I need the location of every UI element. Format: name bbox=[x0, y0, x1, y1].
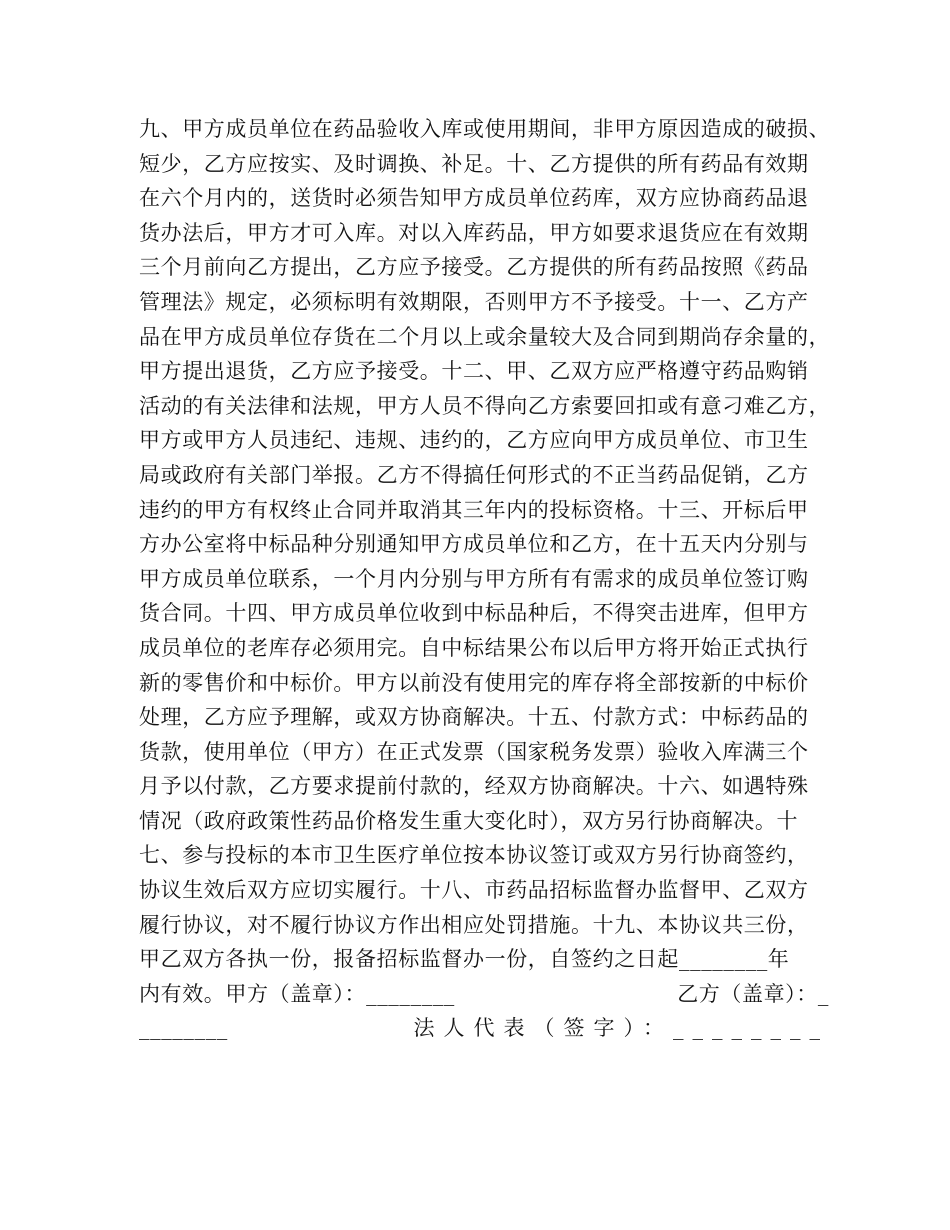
body-line-3: 在六个月内的，送货时必须告知甲方成员单位药库，双方应协商药品退 bbox=[139, 186, 809, 211]
body-line-21: 情况（政府政策性药品价格发生重大变化时），双方另行协商解决。十 bbox=[139, 808, 799, 833]
body-line-18: 处理，乙方应予理解，或双方协商解决。十五、付款方式：中标药品的 bbox=[139, 705, 809, 730]
body-line-17: 新的零售价和中标价。甲方以前没有使用完的库存将全部按新的中标价 bbox=[139, 670, 809, 695]
party-b-seal-blank: ________ bbox=[139, 1016, 228, 1041]
body-line-24: 履行协议，对不履行协议方作出相应处罚措施。十九、本协议共三份， bbox=[139, 912, 809, 937]
signature-row-legal-rep bbox=[139, 1011, 829, 1046]
body-line-12: 违约的甲方有权终止合同并取消其三年内的投标资格。十三、开标后甲 bbox=[139, 497, 809, 522]
contract-body bbox=[139, 112, 829, 1046]
body-line-4: 货办法后，甲方才可入库。对以入库药品，甲方如要求退货应在有效期 bbox=[139, 220, 809, 245]
body-line-9: 活动的有关法律和法规，甲方人员不得向乙方索要回扣或有意刁难乙方， bbox=[139, 393, 831, 418]
body-line-10: 甲方或甲方人员违纪、违规、违约的，乙方应向甲方成员单位、市卫生 bbox=[139, 428, 809, 453]
body-line-14: 甲方成员单位联系，一个月内分别与甲方所有有需求的成员单位签订购 bbox=[139, 566, 809, 591]
body-line-11: 局或政府有关部门举报。乙方不得搞任何形式的不正当药品促销，乙方 bbox=[139, 462, 809, 487]
body-line-15: 货合同。十四、甲方成员单位收到中标品种后，不得突击进库，但甲方 bbox=[139, 601, 809, 626]
body-line-20: 月予以付款，乙方要求提前付款的，经双方协商解决。十六、如遇特殊 bbox=[139, 774, 809, 799]
body-line-23: 协议生效后双方应切实履行。十八、市药品招标监督办监督甲、乙双方 bbox=[139, 878, 809, 903]
body-line-1: 九、甲方成员单位在药品验收入库或使用期间，非甲方原因造成的破损、 bbox=[139, 117, 831, 141]
body-line-22: 七、参与投标的本市卫生医疗单位按本协议签订或双方另行协商签约， bbox=[139, 843, 809, 868]
signature-row-party-a-b bbox=[139, 977, 829, 1012]
body-line-2: 短少，乙方应按实、及时调换、补足。十、乙方提供的所有药品有效期 bbox=[139, 151, 809, 176]
body-line-13: 方办公室将中标品种分别通知甲方成员单位和乙方，在十五天内分别与 bbox=[139, 532, 809, 557]
body-line-8: 甲方提出退货，乙方应予接受。十二、甲、乙双方应严格遵守药品购销 bbox=[139, 359, 809, 384]
body-line-19: 货款，使用单位（甲方）在正式发票（国家税务发票）验收入库满三个 bbox=[139, 739, 809, 764]
body-line-16: 成员单位的老库存必须用完。自中标结果公布以后甲方将开始正式执行 bbox=[139, 635, 809, 660]
body-line-5: 三个月前向乙方提出，乙方应予接受。乙方提供的所有药品按照《药品 bbox=[139, 255, 809, 280]
party-b-seal-field: 乙方（盖章）：_ bbox=[677, 981, 829, 1006]
body-line-6: 管理法》规定，必须标明有效期限，否则甲方不予接受。十一、乙方产 bbox=[139, 289, 809, 314]
body-line-25: 甲乙双方各执一份，报备招标监督办一份，自签约之日起________年 bbox=[139, 947, 790, 972]
body-line-7: 品在甲方成员单位存货在二个月以上或余量较大及合同到期尚存余量的， bbox=[139, 324, 831, 349]
party-a-seal-field: 内有效。甲方（盖章）：________ bbox=[139, 981, 455, 1006]
legal-representative-signature-field: 法人代表（签字）：________ bbox=[413, 1016, 829, 1041]
